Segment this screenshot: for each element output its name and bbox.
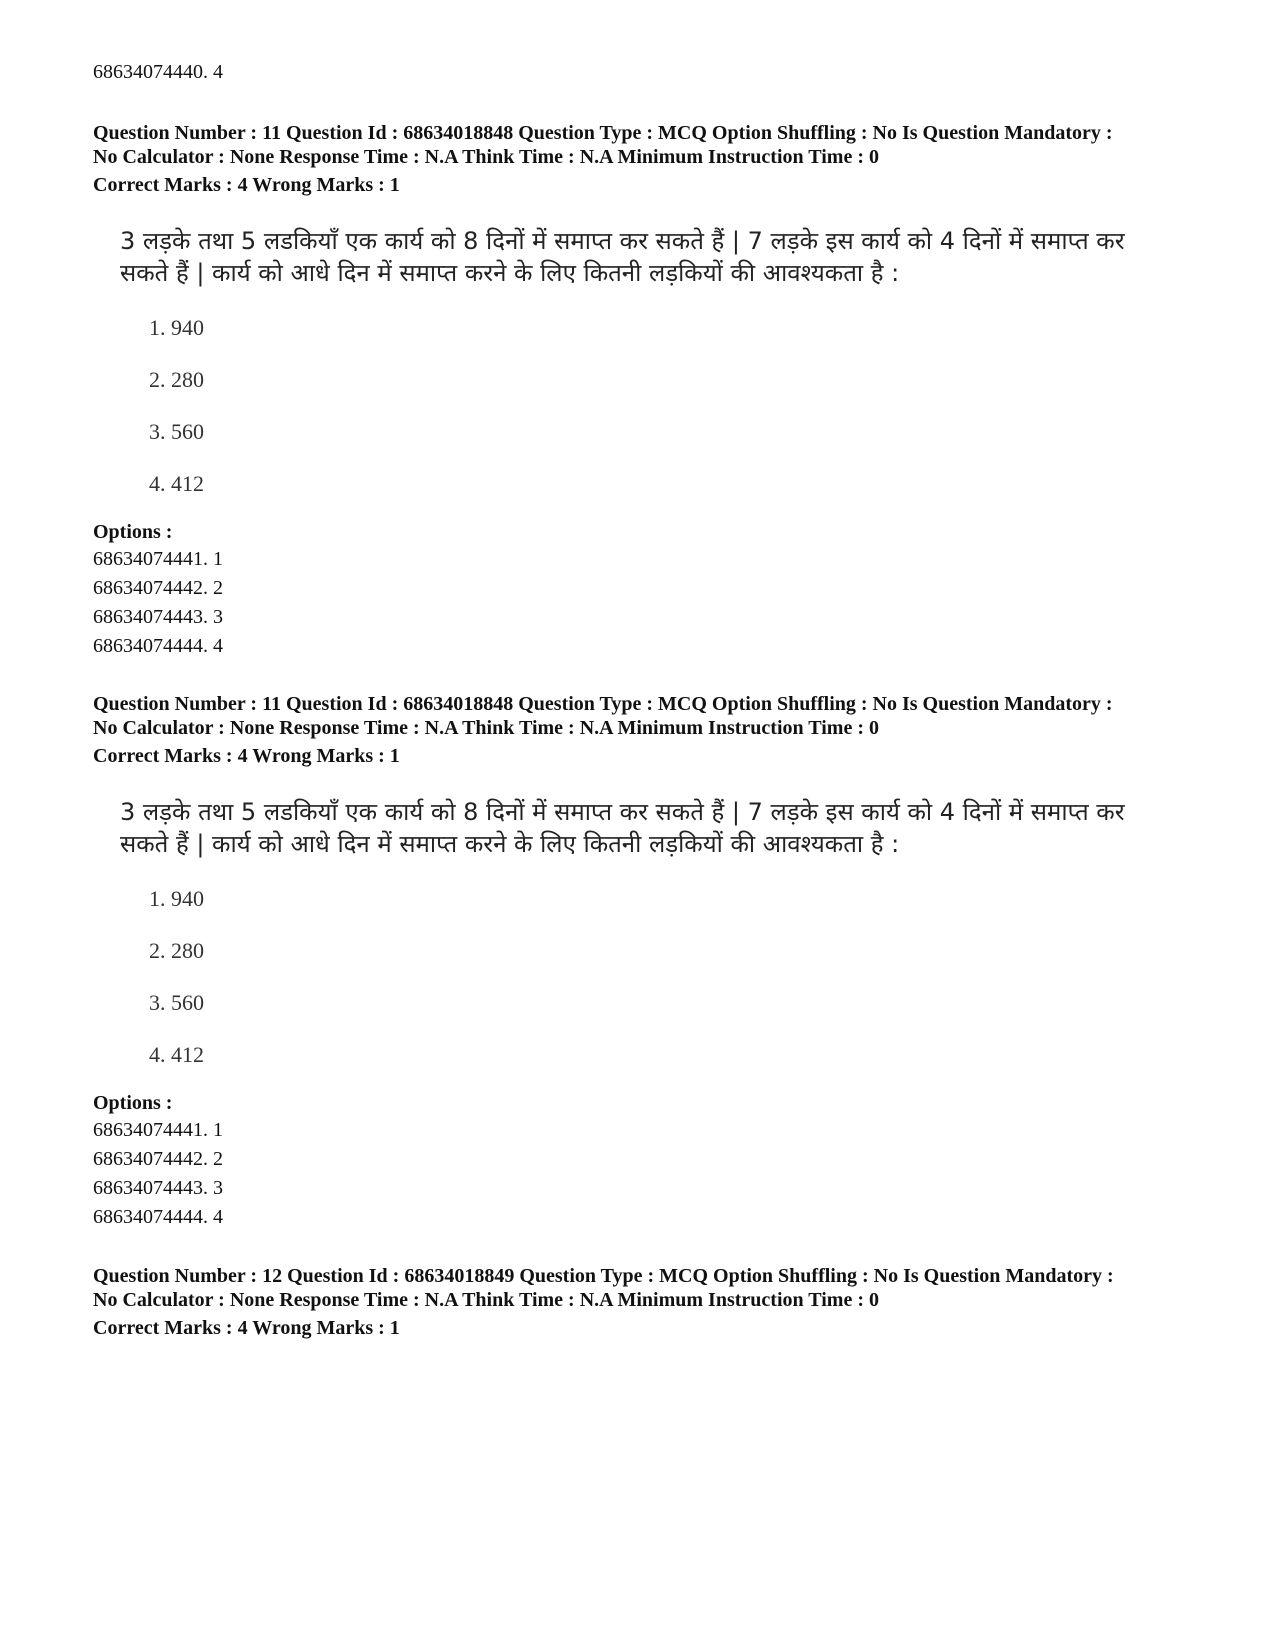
option-id-row: 68634074444. 4 xyxy=(93,635,223,657)
option-id-row: 68634074443. 3 xyxy=(93,1177,223,1199)
option-id-row: 68634074441. 1 xyxy=(93,548,223,570)
question-text-line-1: 3 लड़के तथा 5 लडकियाँ एक कार्य को 8 दिनों में समाप्त कर सकते हैं | 7 लड़के इस कार्य को 4 दिनों में समाप्त कर xyxy=(120,798,1125,826)
answer-choice: 3. 560 xyxy=(149,419,204,444)
question-meta-line-1: Question Number : 12 Question Id : 68634018849 Question Type : MCQ Option Shuffling : No Is Question Mandatory : xyxy=(93,1265,1114,1287)
answer-choice: 2. 280 xyxy=(149,938,204,963)
option-id-row: 68634074443. 3 xyxy=(93,606,223,628)
question-text-line-2: सकते हैं | कार्य को आधे दिन में समाप्त करने के लिए कितनी लड़कियों की आवश्यकता है : xyxy=(120,830,900,858)
question-meta-line-2: No Calculator : None Response Time : N.A Think Time : N.A Minimum Instruction Time : 0 xyxy=(93,717,879,739)
answer-choice: 1. 940 xyxy=(149,315,204,340)
question-meta-line-2: No Calculator : None Response Time : N.A Think Time : N.A Minimum Instruction Time : 0 xyxy=(93,146,879,168)
answer-choices xyxy=(149,886,1223,1068)
question-text xyxy=(120,225,1140,289)
answer-choice: 2. 280 xyxy=(149,367,204,392)
question-block-3 xyxy=(93,1264,1223,1340)
answer-choice: 3. 560 xyxy=(149,990,204,1015)
question-block-1 xyxy=(93,121,1223,661)
question-meta-line-1: Question Number : 11 Question Id : 68634018848 Question Type : MCQ Option Shuffling : No Is Question Mandatory : xyxy=(93,693,1113,715)
options-heading: Options : xyxy=(93,521,173,543)
question-meta-line-2: No Calculator : None Response Time : N.A Think Time : N.A Minimum Instruction Time : 0 xyxy=(93,1289,879,1311)
question-marks: Correct Marks : 4 Wrong Marks : 1 xyxy=(93,174,400,196)
question-text-line-2: सकते हैं | कार्य को आधे दिन में समाप्त करने के लिए कितनी लड़कियों की आवश्यकता है : xyxy=(120,259,900,287)
question-marks: Correct Marks : 4 Wrong Marks : 1 xyxy=(93,1317,400,1339)
answer-choices xyxy=(149,315,1223,497)
question-text-line-1: 3 लड़के तथा 5 लडकियाँ एक कार्य को 8 दिनों में समाप्त कर सकते हैं | 7 लड़के इस कार्य को 4 दिनों में समाप्त कर xyxy=(120,227,1125,255)
option-id-row: 68634074442. 2 xyxy=(93,577,223,599)
question-marks: Correct Marks : 4 Wrong Marks : 1 xyxy=(93,745,400,767)
question-text xyxy=(120,796,1140,860)
option-id-row: 68634074441. 1 xyxy=(93,1119,223,1141)
answer-choice: 4. 412 xyxy=(149,471,204,496)
option-id-row: 68634074442. 2 xyxy=(93,1148,223,1170)
answer-choice: 1. 940 xyxy=(149,886,204,911)
question-meta-line-1: Question Number : 11 Question Id : 68634018848 Question Type : MCQ Option Shuffling : No Is Question Mandatory : xyxy=(93,122,1113,144)
option-id-row: 68634074444. 4 xyxy=(93,1206,223,1228)
previous-option-line: 68634074440. 4 xyxy=(93,61,223,83)
answer-choice: 4. 412 xyxy=(149,1042,204,1067)
question-block-2 xyxy=(93,692,1223,1232)
options-heading: Options : xyxy=(93,1092,173,1114)
